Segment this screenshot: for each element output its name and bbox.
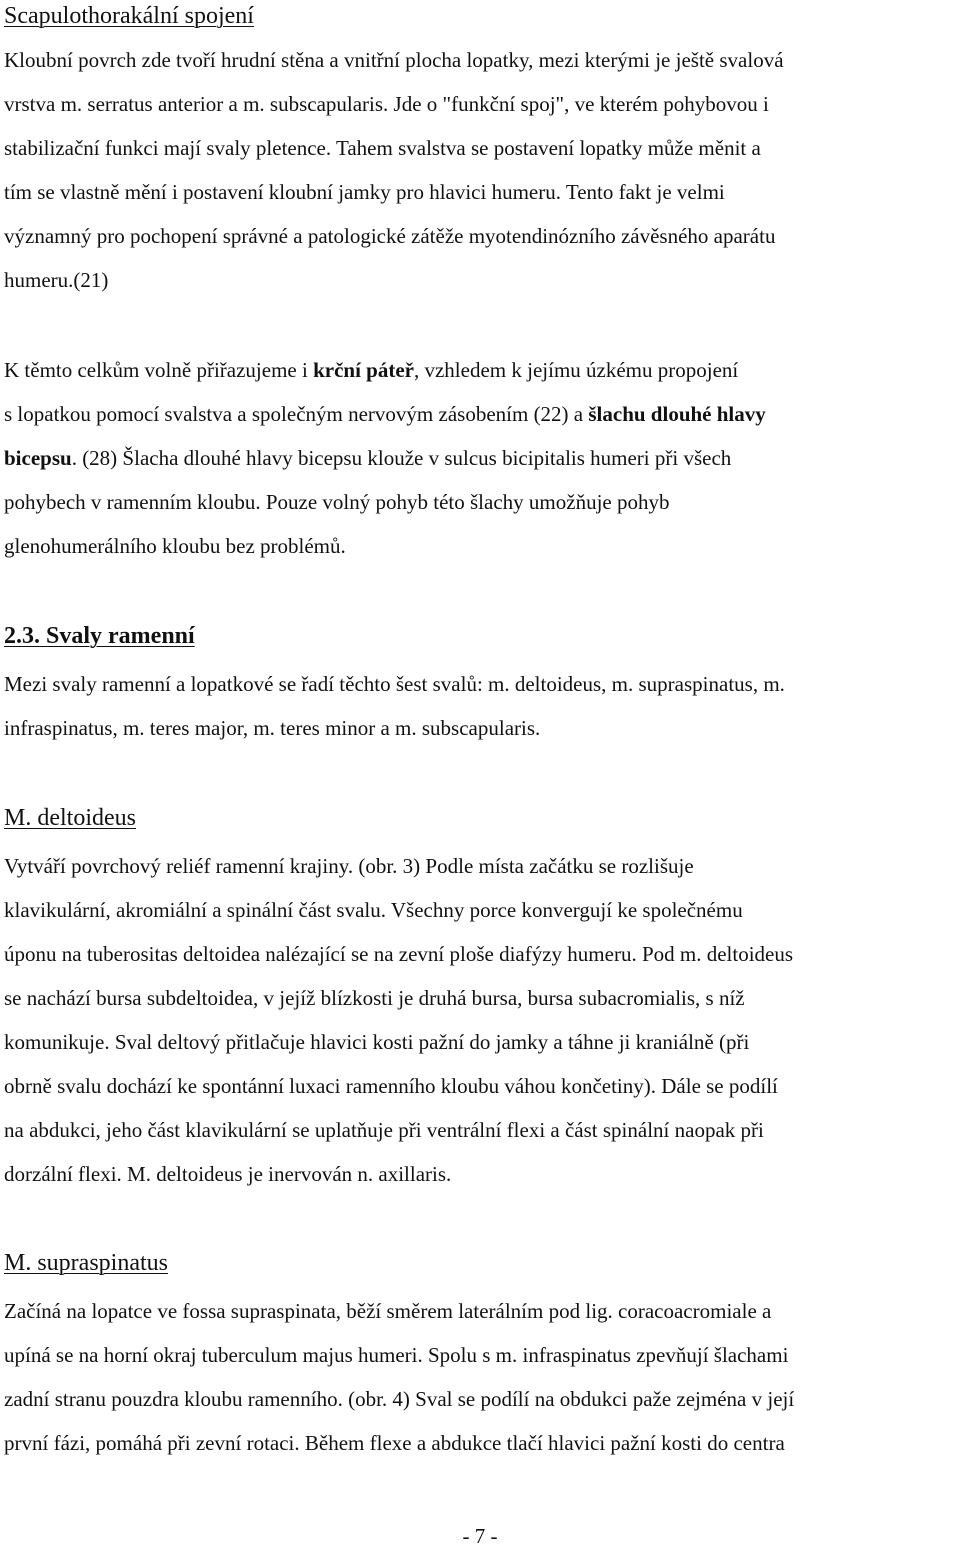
text-line: se nachází bursa subdeltoidea, v jejíž blízkosti je druhá bursa, bursa subacromialis, s níž [4, 986, 745, 1010]
text-line: tím se vlastně mění i postavení kloubní jamky pro hlavici humeru. Tento fakt je velmi [4, 180, 725, 204]
text-line: Mezi svaly ramenní a lopatkové se řadí těchto šest svalů: m. deltoideus, m. supraspinatus, m. [4, 672, 785, 696]
text-line [4, 436, 958, 480]
text-segment: s lopatkou pomocí svalstva a společným nervovým zásobením (22) a [4, 402, 589, 426]
text-segment: . (28) Šlacha dlouhé hlavy bicepsu klouže v sulcus bicipitalis humeri při všech [71, 446, 732, 470]
bold-term-biceps: bicepsu [4, 446, 72, 470]
text-line [4, 348, 958, 392]
text-line: humeru.(21) [4, 268, 109, 292]
paragraph-supraspinatus [4, 1289, 958, 1465]
text-line: vrstva m. serratus anterior a m. subscapularis. Jde o "funkční spoj", ve kterém pohybovou i [4, 92, 769, 116]
text-segment: , vzhledem k jejímu úzkému propojení [413, 358, 739, 382]
text-line: klavikulární, akromiální a spinální část svalu. Všechny porce konvergují ke společnému [4, 898, 743, 922]
text-line: komunikuje. Sval deltový přitlačuje hlavici kosti pažní do jamky a táhne ji kraniálně (při [4, 1030, 750, 1054]
text-line: Kloubní povrch zde tvoří hrudní stěna a vnitřní plocha lopatky, mezi kterými je ještě svalová [4, 48, 784, 72]
text-line: na abdukci, jeho část klavikulární se uplatňuje při ventrální flexi a část spinální naopak při [4, 1118, 764, 1142]
text-line: obrně svalu dochází ke spontánní luxaci ramenního kloubu váhou končetiny). Dále se podílí [4, 1074, 778, 1098]
heading-supraspinatus: M. supraspinatus [4, 1250, 168, 1276]
heading-shoulder-muscles: 2.3. Svaly ramenní [4, 623, 195, 649]
page-number: - 7 - [462, 1524, 498, 1548]
bold-term-biceps-tendon: šlachu dlouhé hlavy [588, 402, 766, 426]
text-line: dorzální flexi. M. deltoideus je inervován n. axillaris. [4, 1162, 452, 1186]
paragraph-deltoideus [4, 844, 958, 1196]
text-line: upíná se na horní okraj tuberculum majus humeri. Spolu s m. infraspinatus zpevňují šlachami [4, 1343, 789, 1367]
heading-scapulothoracic: Scapulothorakální spojení [4, 3, 254, 29]
text-line [4, 392, 958, 436]
text-line: první fázi, pomáhá při zevní rotaci. Během flexe a abdukce tlačí hlavici pažní kosti do centra [4, 1431, 785, 1455]
text-line: zadní stranu pouzdra kloubu ramenního. (obr. 4) Sval se podílí na obdukci paže zejména v její [4, 1387, 795, 1411]
paragraph-cervical-spine [4, 348, 958, 568]
text-line: Začíná na lopatce ve fossa supraspinata, běží směrem laterálním pod lig. coracoacromiale a [4, 1299, 772, 1323]
text-line: pohybech v ramenním kloubu. Pouze volný pohyb této šlachy umožňuje pohyb [4, 490, 670, 514]
text-segment: K těmto celkům volně přiřazujeme i [4, 358, 314, 382]
heading-deltoideus: M. deltoideus [4, 805, 136, 831]
text-line: významný pro pochopení správné a patologické zátěže myotendinózního závěsného aparátu [4, 224, 776, 248]
paragraph-shoulder-muscles [4, 662, 958, 750]
text-line: stabilizační funkci mají svaly pletence. Tahem svalstva se postavení lopatky může měnit a [4, 136, 761, 160]
text-line: Vytváří povrchový reliéf ramenní krajiny. (obr. 3) Podle místa začátku se rozlišuje [4, 854, 694, 878]
bold-term-cervical-spine: krční páteř [313, 358, 414, 382]
paragraph-scapulothoracic [4, 38, 958, 302]
text-line: glenohumerálního kloubu bez problémů. [4, 534, 346, 558]
text-line: infraspinatus, m. teres major, m. teres minor a m. subscapularis. [4, 716, 541, 740]
text-line: úponu na tuberositas deltoidea nalézající se na zevní ploše diafýzy humeru. Pod m. deltoideus [4, 942, 794, 966]
